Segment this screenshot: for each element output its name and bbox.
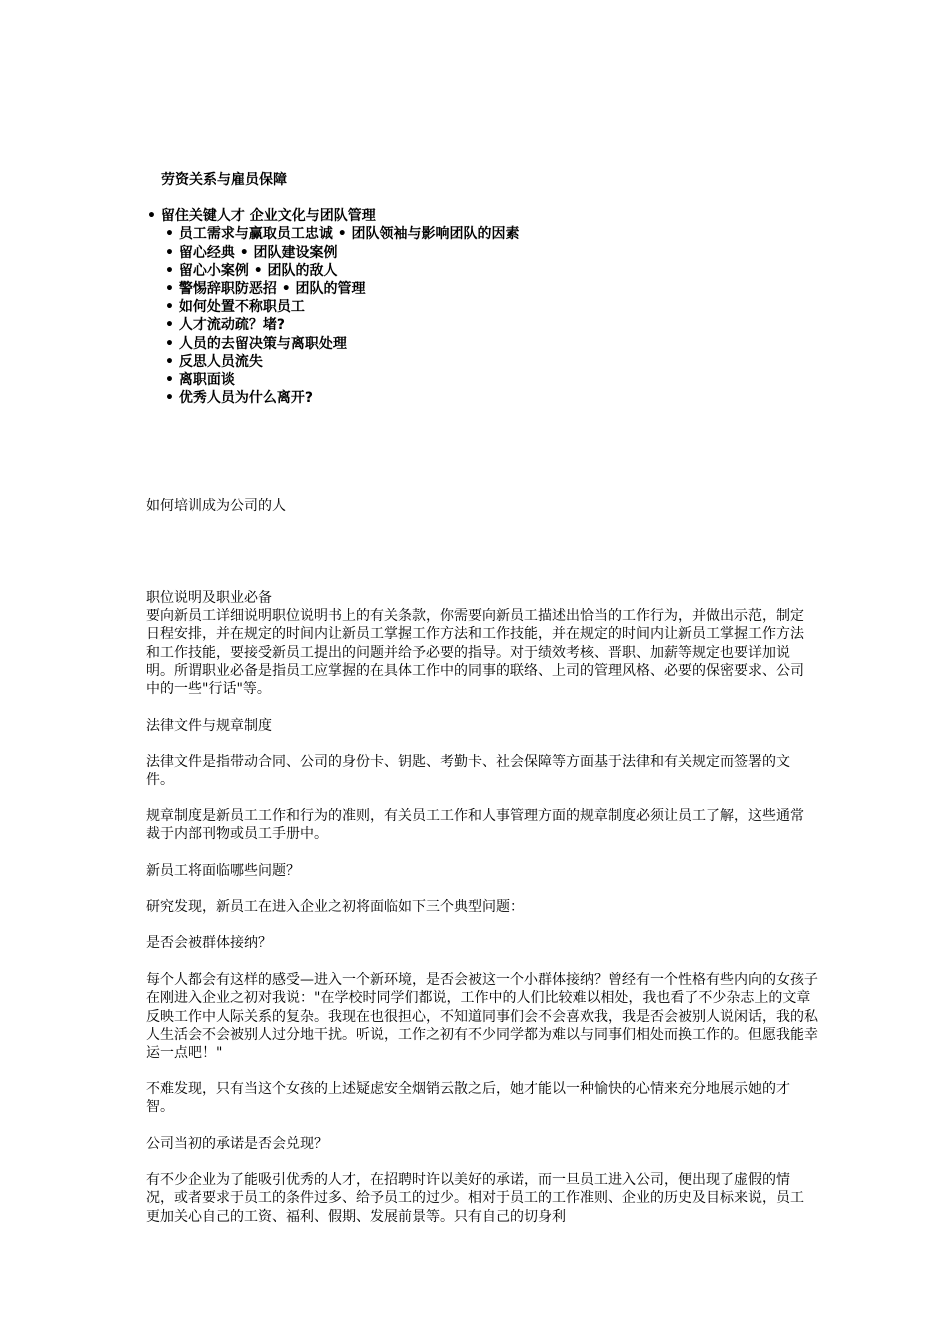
outline-item: • 人才流动疏？堵?: [165, 317, 285, 334]
problems-heading: 新员工将面临哪些问题？: [146, 863, 300, 879]
question2-paragraph: 有不少企业为了能吸引优秀的人才，在招聘时许以美好的承诺，而一旦员工进入公司，便出现了虚假的情况，或者要求于员工的条件过多、给予员工的过少。相对于员工的工作准则、企业的历史及目标来说，员工更加关心自己的工资、福利、假期、发展前景等。只有自己的切身利: [146, 1172, 804, 1225]
outline-item: • 留住关键人才 企业文化与团队管理: [147, 208, 376, 225]
outline-item: • 如何处置不称职员工: [165, 299, 305, 316]
law-paragraph: 法律文件是指带动合同、公司的身份卡、钥匙、考勤卡、社会保障等方面基于法律和有关规定而签署的文件。: [146, 754, 790, 789]
outline-item: • 人员的去留决策与离职处理: [165, 335, 347, 352]
training-heading: 如何培训成为公司的人: [146, 498, 286, 514]
outline-item: • 反思人员流失: [165, 353, 263, 370]
research-paragraph: 研究发现，新员工在进入企业之初将面临如下三个典型问题：: [146, 899, 524, 915]
question1-conclusion: 不难发现，只有当这个女孩的上述疑虑安全烟销云散之后，她才能以一种愉快的心情来充分地展示她的才智。: [146, 1081, 790, 1116]
outline-item: • 优秀人员为什么离开?: [165, 390, 313, 407]
outline-item: • 留心小案例 • 团队的敌人: [165, 262, 338, 279]
rules-paragraph: 规章制度是新员工工作和行为的准则，有关员工工作和人事管理方面的规章制度必须让员工了解，这些通常裁于内部刊物或员工手册中。: [146, 808, 804, 843]
job-paragraph: 要向新员工详细说明职位说明书上的有关条款，你需要向新员工描述出恰当的工作行为，并做出示范，制定日程安排，并在规定的时间内让新员工掌握工作方法和工作技能，并在规定的时间内让新员工掌握工作方法和工作技能，要接受新员工提出的问题并给予必要的指导。对于绩效考核、晋职、加薪等规定也要详加说明。所谓职业必备是指员工应掌握的在具体工作中的同事的联络、上司的管理风格、必要的保密要求、公司中的一些"行话"等。: [146, 608, 804, 698]
outline-item: • 员工需求与赢取员工忠诚 • 团队领袖与影响团队的因素: [165, 226, 520, 243]
section-title: 劳资关系与雇员保障: [161, 172, 287, 188]
question2-heading: 公司当初的承诺是否会兑现？: [146, 1136, 328, 1152]
outline-item: • 留心经典 • 团队建设案例: [165, 244, 338, 261]
outline-item: • 警惕辞职防恶招 • 团队的管理: [165, 281, 366, 298]
outline-item: • 离职面谈: [165, 372, 235, 389]
outline-section: [147, 171, 520, 407]
question1-heading: 是否会被群体接纳？: [146, 935, 272, 951]
job-heading: 职位说明及职业必备: [146, 590, 272, 606]
question1-paragraph: 每个人都会有这样的感受—进入一个新环境，是否会被这一个小群体接纳？曾经有一个性格有些内向的女孩子在刚进入企业之初对我说："在学校时同学们都说，工作中的人们比较难以相处，我也看了不少杂志上的文章反映工作中人际关系的复杂。我现在也很担心，不知道同事们会不会喜欢我，我是否会被别人说闲话，我的私人生活会不会被别人过分地干扰。听说，工作之初有不少同学都为难以与同事们相处而换工作的。但愿我能幸运一点吧！": [146, 972, 818, 1062]
law-heading: 法律文件与规章制度: [146, 718, 272, 734]
